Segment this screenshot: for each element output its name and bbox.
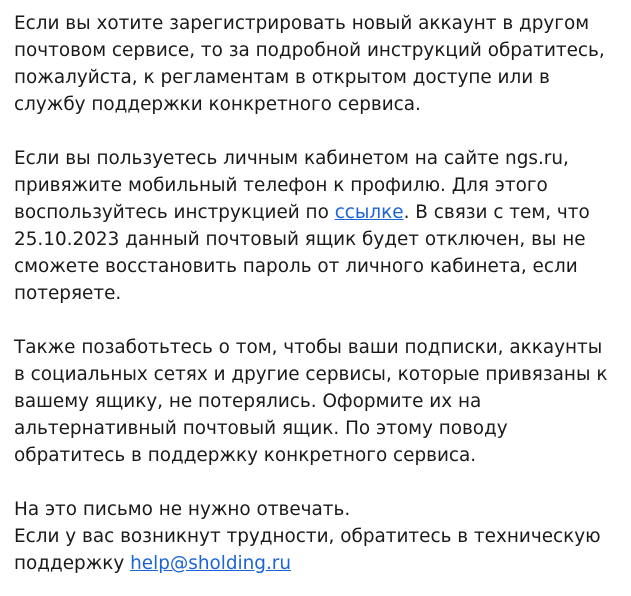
paragraph-no-reply [14,496,617,577]
paragraph-new-account [14,10,617,118]
support-email-link[interactable]: help@sholding.ru [130,553,292,574]
paragraph-personal-cabinet-text-after: . В связи с тем, что 25.10.2023 данный почтовый ящик будет отключен, вы не сможете восстановить пароль от личного кабинета, если потеряете. [14,202,590,304]
paragraph-new-account-text: Если вы хотите зарегистрировать новый аккаунт в другом почтовом сервисе, то за подробной инструкций обратитесь, пожалуйста, к регламентам в открытом доступе или в службу поддержки конкретного сервиса. [14,13,605,115]
instruction-link[interactable]: ссылке [334,202,404,223]
paragraph-personal-cabinet [14,145,617,307]
paragraph-subscriptions [14,334,617,469]
support-text: Если у вас возникнут трудности, обратитесь в техническую поддержку [14,526,601,574]
paragraph-personal-cabinet-text-before: Если вы пользуетесь личным кабинетом на сайте ngs.ru, привяжите мобильный телефон к профилю. Для этого воспользуйтесь инструкцией по [14,148,569,223]
paragraph-subscriptions-text: Также позаботьтесь о том, чтобы ваши подписки, аккаунты в социальных сетях и другие сервисы, которые привязаны к вашему ящику, не потерялись. Оформите их на альтернативный почтовый ящик. По этому поводу обратитесь в поддержку конкретного сервиса. [14,337,608,466]
no-reply-notice: На это письмо не нужно отвечать. [14,499,351,520]
